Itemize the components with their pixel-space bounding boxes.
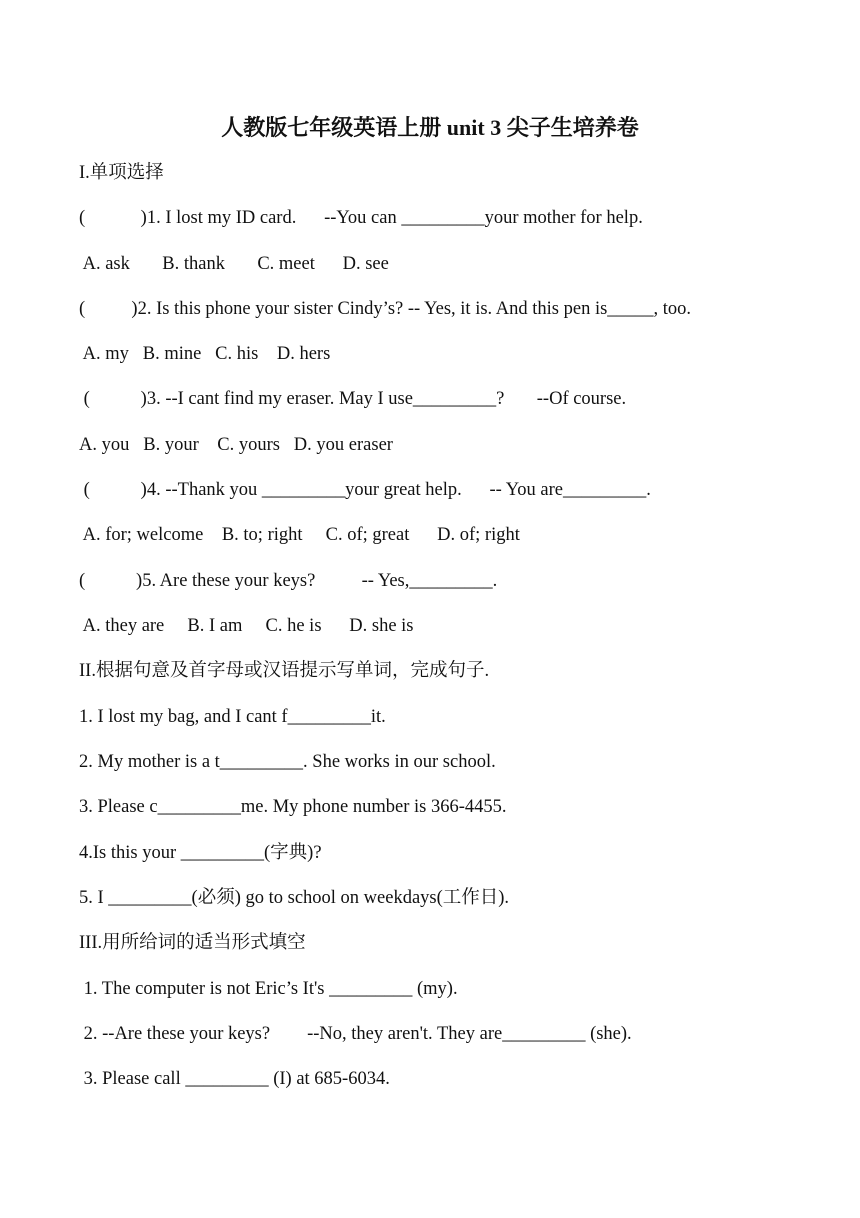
question-4-options: A. for; welcome B. to; right C. of; great D. of; right [79,525,520,545]
question-3: ( )3. --I cant find my eraser. May I use_________? --Of course. [79,389,627,409]
question-2: ( )2. Is this phone your sister Cindy’s? -- Yes, it is. And this pen is_____, too. [79,299,692,319]
question-3-options: A. you B. your C. yours D. you eraser [79,435,393,455]
section-heading-word-forms: III.用所给词的适当形式填空 [79,933,306,953]
question-2-options: A. my B. mine C. his D. hers [79,344,331,364]
question-1: ( )1. I lost my ID card. --You can _________your mother for help. [79,208,643,228]
form-item-2: 2. --Are these your keys? --No, they aren't. They are_________ (she). [79,1024,632,1044]
question-4: ( )4. --Thank you _________your great help. -- You are_________. [79,480,651,500]
fill-item-3: 3. Please c_________me. My phone number is 366-4455. [79,797,507,817]
page-title: 人教版七年级英语上册 unit 3 尖子生培养卷 [221,115,639,140]
form-item-1: 1. The computer is not Eric’s It's _________ (my). [79,979,458,999]
fill-item-1: 1. I lost my bag, and I cant f_________it. [79,707,386,727]
fill-item-4: 4.Is this your _________(字典)? [79,843,322,863]
question-5-options: A. they are B. I am C. he is D. she is [79,616,414,636]
question-1-options: A. ask B. thank C. meet D. see [79,254,389,274]
fill-item-2: 2. My mother is a t_________. She works in our school. [79,752,496,772]
section-heading-single-choice: I.单项选择 [79,163,164,183]
fill-item-5: 5. I _________(必须) go to school on weekdays(工作日). [79,888,510,908]
form-item-3: 3. Please call _________ (I) at 685-6034. [79,1069,390,1089]
question-5: ( )5. Are these your keys? -- Yes,_________. [79,571,498,591]
section-heading-word-completion: II.根据句意及首字母或汉语提示写单词，完成句子. [79,661,490,681]
